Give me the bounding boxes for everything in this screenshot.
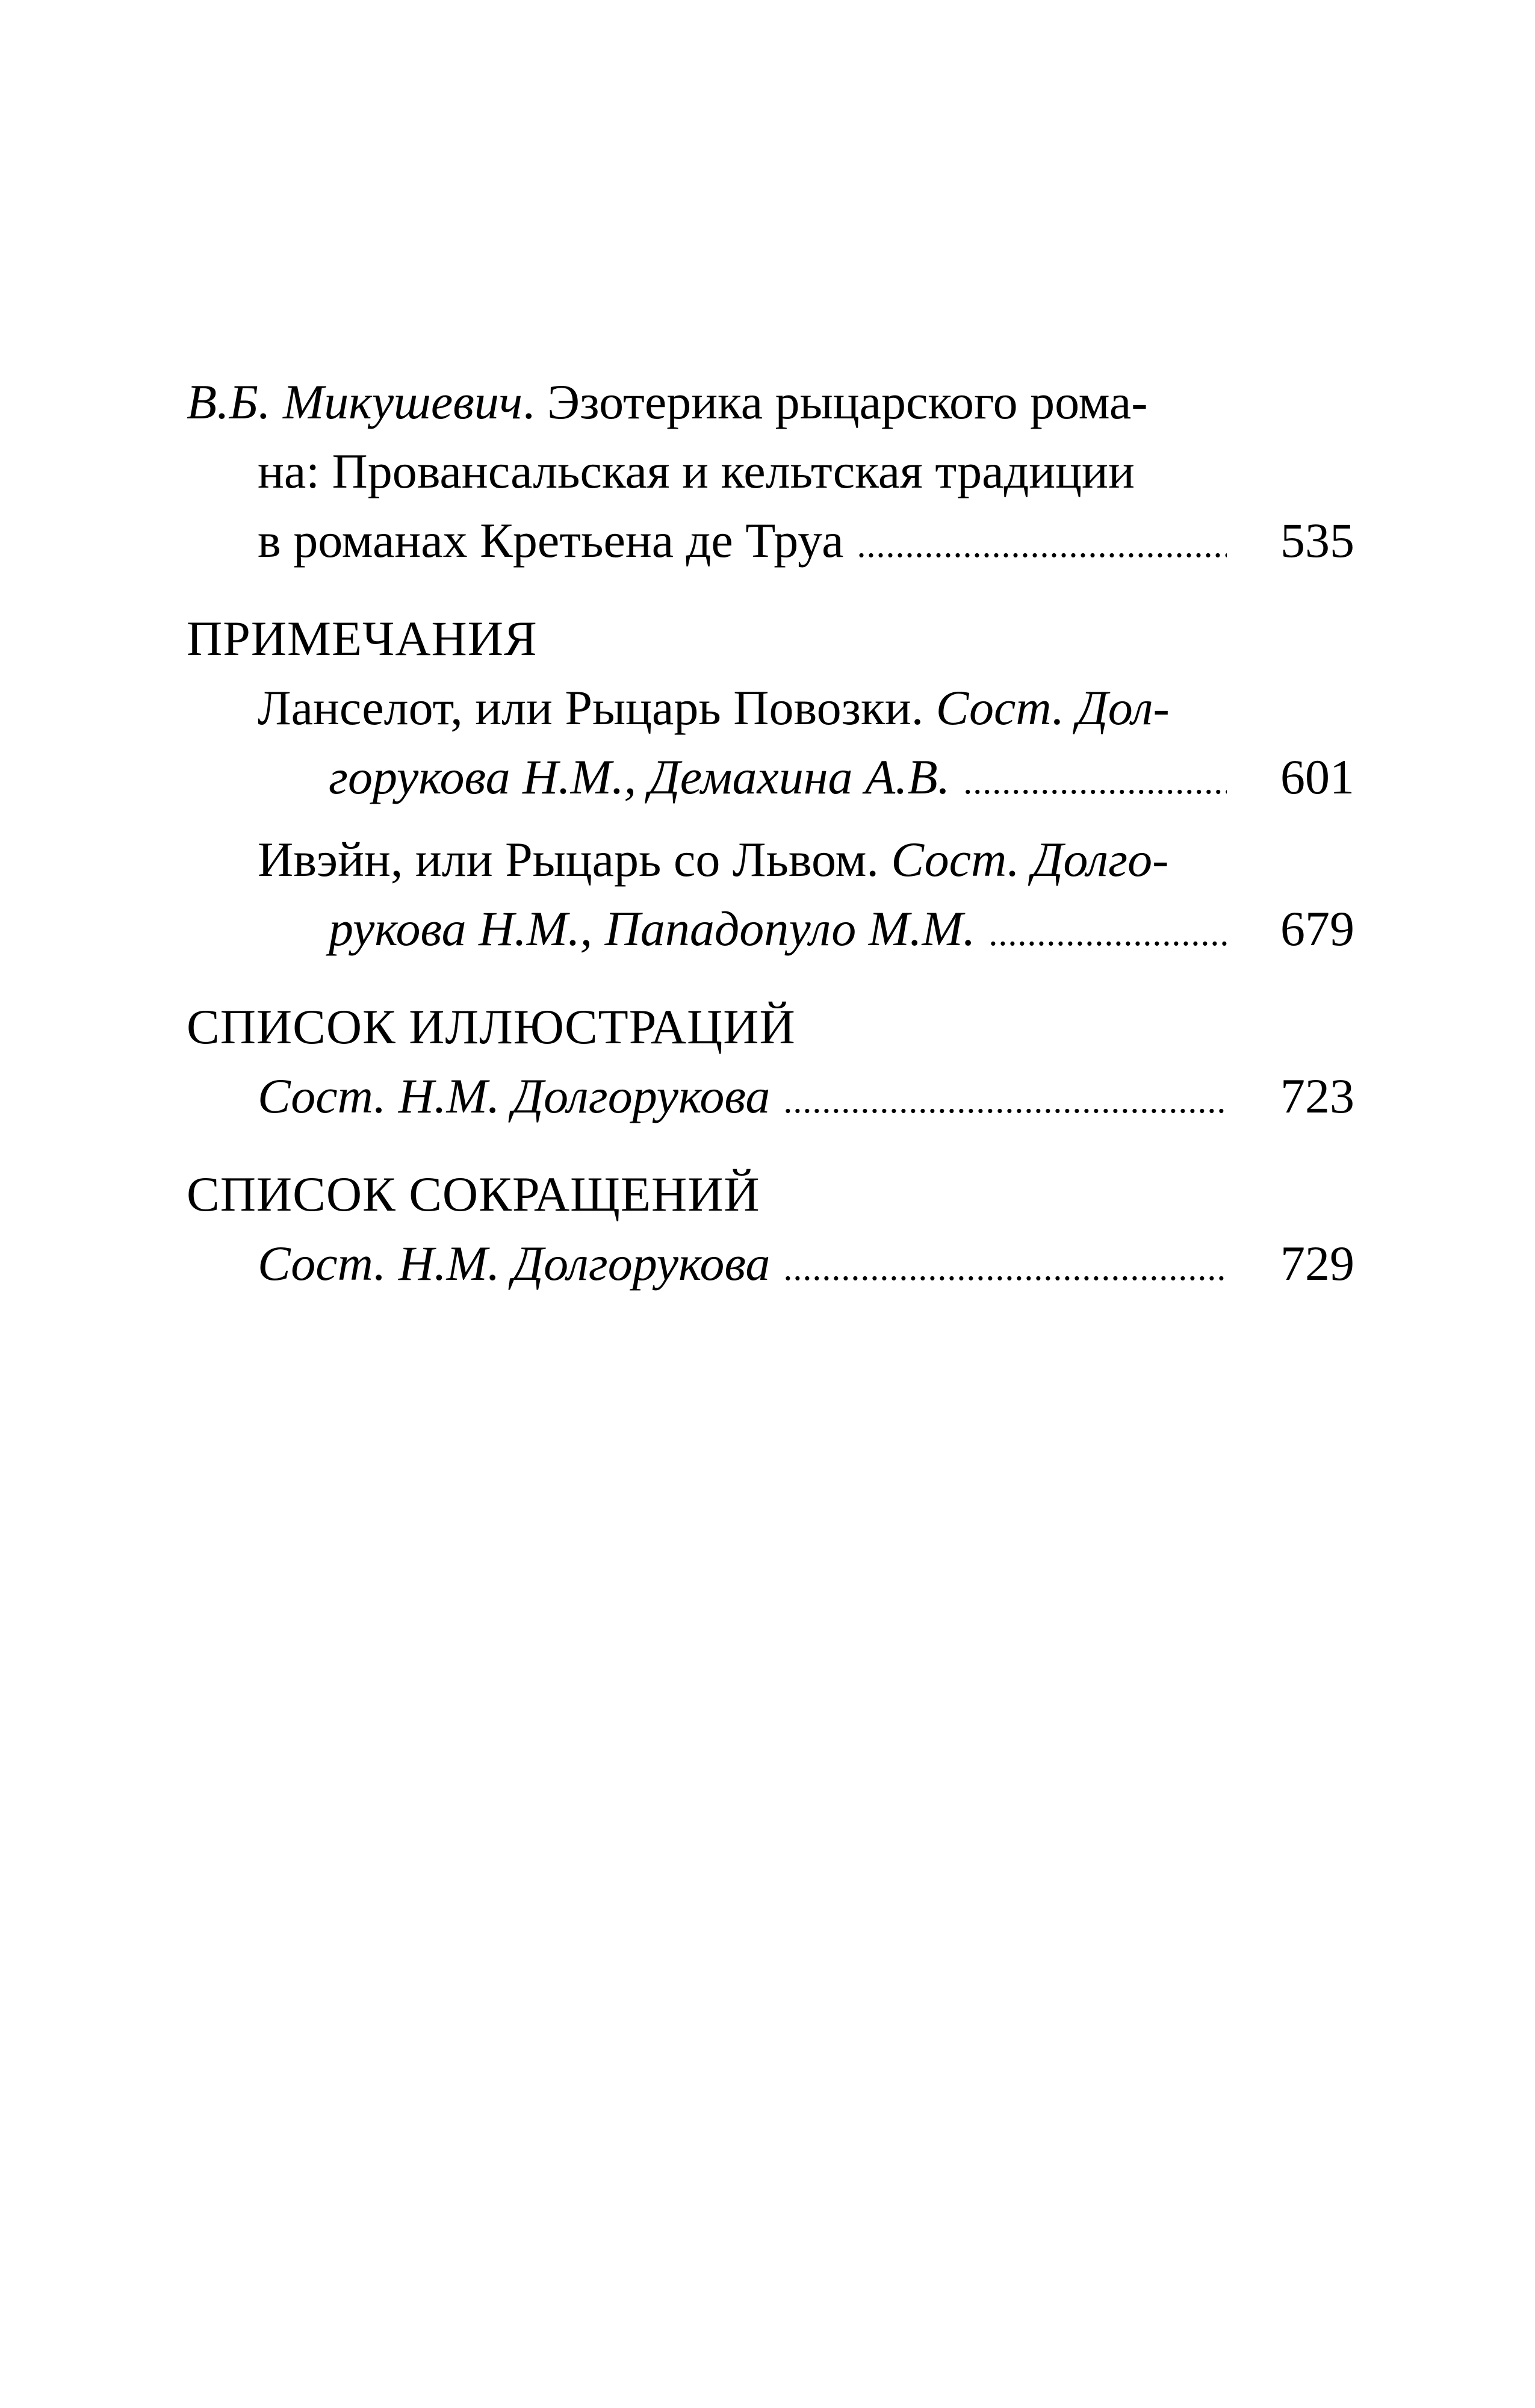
toc-entry-illustrations[interactable] (187, 992, 1354, 1131)
entry-title: Ланселот, или Рыцарь Повозки. (258, 680, 936, 735)
page-number: 679 (1280, 901, 1354, 956)
entry-compiler-cont: горукова Н.М., Демахина А.В. (329, 749, 950, 804)
dot-leader (783, 1233, 1227, 1303)
dot-leader (783, 1066, 1227, 1135)
toc-entry-essay[interactable] (187, 367, 1354, 575)
essay-title-line1: . Эзотерика рыцарского рома- (523, 374, 1148, 429)
dot-leader (963, 747, 1227, 816)
entry-compiler: Сост. Долго- (891, 832, 1169, 887)
entry-compiler-cont: рукова Н.М., Пападопуло М.М. (329, 901, 976, 956)
entry-compiler: Сост. Н.М. Долгорукова (258, 1069, 771, 1123)
essay-author: В.Б. Микушевич (187, 374, 523, 429)
page-number: 723 (1280, 1069, 1354, 1123)
toc-entry-yvain-notes[interactable] (187, 825, 1354, 963)
toc-entry-lancelot-notes[interactable] (187, 673, 1354, 811)
entry-compiler: Сост. Дол- (935, 680, 1170, 735)
dot-leader (857, 510, 1227, 580)
section-heading-abbreviations: СПИСОК СОКРАЩЕНИЙ (187, 1167, 760, 1221)
table-of-contents (187, 367, 1354, 1298)
toc-entry-abbreviations[interactable] (187, 1159, 1354, 1298)
page-number: 535 (1280, 513, 1354, 568)
page-number: 729 (1280, 1236, 1354, 1291)
entry-title: Ивэйн, или Рыцарь со Львом. (258, 832, 892, 887)
dot-leader (988, 899, 1227, 968)
entry-compiler: Сост. Н.М. Долгорукова (258, 1236, 771, 1291)
section-heading-notes: ПРИМЕЧАНИЯ (187, 611, 538, 666)
page-number: 601 (1280, 749, 1354, 804)
essay-title-line2: на: Провансальская и кельтская традиции (258, 444, 1135, 498)
section-heading-illustrations: СПИСОК ИЛЛЮСТРАЦИЙ (187, 999, 796, 1054)
essay-title-line3: в романах Кретьена де Труа (258, 513, 844, 568)
